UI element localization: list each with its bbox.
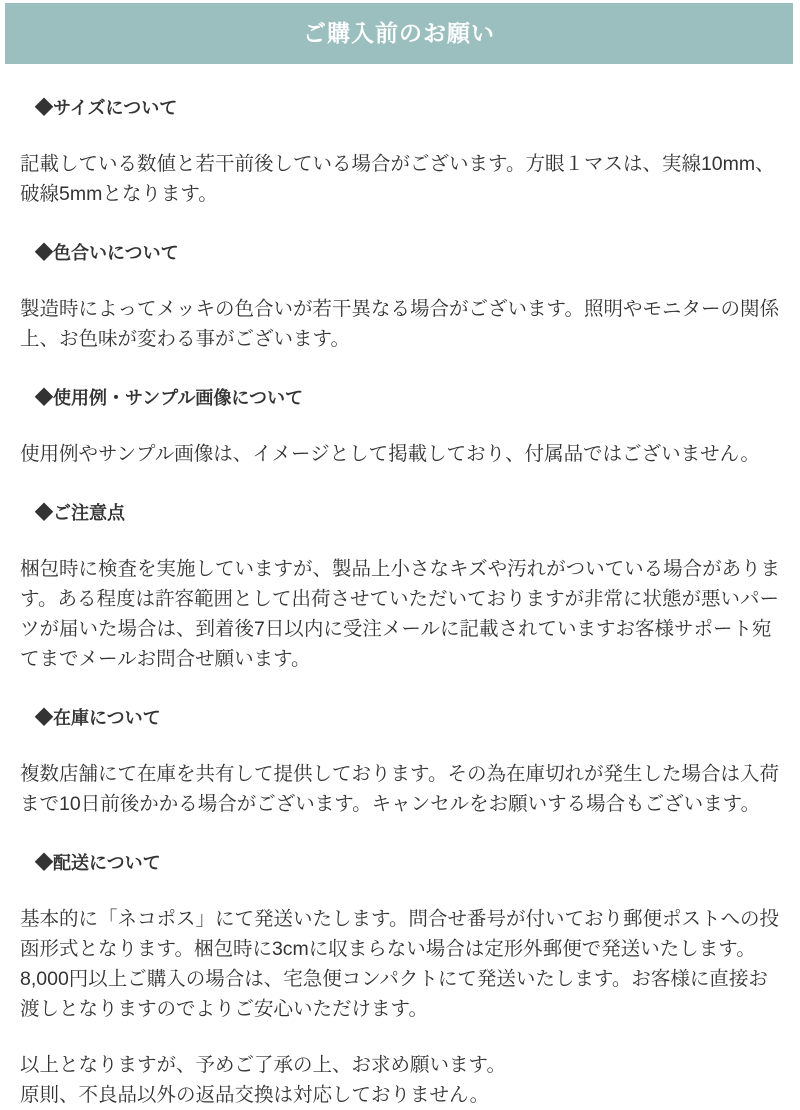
section-body-color: 製造時によってメッキの色合いが若干異なる場合がございます。照明やモニターの関係上、お色味が変わる事がございます。: [20, 298, 779, 350]
section-stock: [0, 707, 800, 819]
section-heading-caution: ◆ご注意点: [35, 503, 125, 523]
section-heading-size: ◆サイズについて: [35, 98, 178, 118]
section-heading-color: ◆色合いについて: [35, 243, 179, 263]
page-title-banner: [5, 3, 793, 64]
section-body-stock: 複数店舗にて在庫を共有して提供しております。その為在庫切れが発生した場合は入荷まで10日前後かかる場合がございます。キャンセルをお願いする場合もございます。: [20, 763, 779, 815]
section-size: [0, 97, 800, 209]
section-body-sample-images: 使用例やサンプル画像は、イメージとして掲載しており、付属品ではございません。: [20, 443, 760, 465]
section-shipping: [0, 852, 800, 1024]
section-heading-stock: ◆在庫について: [35, 708, 161, 728]
shipping-line-compact: 8,000円以上ご購入の場合は、宅急便コンパクトにて発送いたします。お客様に直接お渡しとなりますのでよりご安心いただけます。: [20, 968, 768, 1020]
closing-note-line2: 原則、不良品以外の返品交換は対応しておりません。: [20, 1084, 490, 1106]
section-color: [0, 242, 800, 354]
section-heading-shipping: ◆配送について: [35, 853, 161, 873]
page-title: ご購入前のお願い: [303, 20, 495, 46]
shipping-line-nekopos: 基本的に「ネコポス」にて発送いたします。問合せ番号が付いており郵便ポストへの投函形式となります。梱包時に3cmに収まらない場合は定形外郵便で発送いたします。: [20, 908, 779, 960]
section-caution: [0, 502, 800, 674]
section-heading-sample-images: ◆使用例・サンプル画像について: [35, 388, 304, 408]
section-body-caution: 梱包時に検査を実施していますが、製品上小さなキズや汚れがついている場合があります。ある程度は許容範囲として出荷させていただいておりますが非常に状態が悪いパーツが届いた場合は、到着後7日以内に受注メールに記載されていますお客様サポート宛てまでメールお問合せ願います。: [20, 558, 781, 670]
section-body-size: 記載している数値と若干前後している場合がございます。方眼１マスは、実線10mm、破線5mmとなります。: [20, 153, 775, 205]
closing-note-line1: 以上となりますが、予めご了承の上、お求め願います。: [20, 1054, 506, 1076]
section-body-shipping: [20, 904, 782, 1024]
purchase-notice-page: [0, 3, 800, 1110]
closing-notes: [20, 1050, 782, 1110]
section-sample-images: [0, 387, 800, 469]
